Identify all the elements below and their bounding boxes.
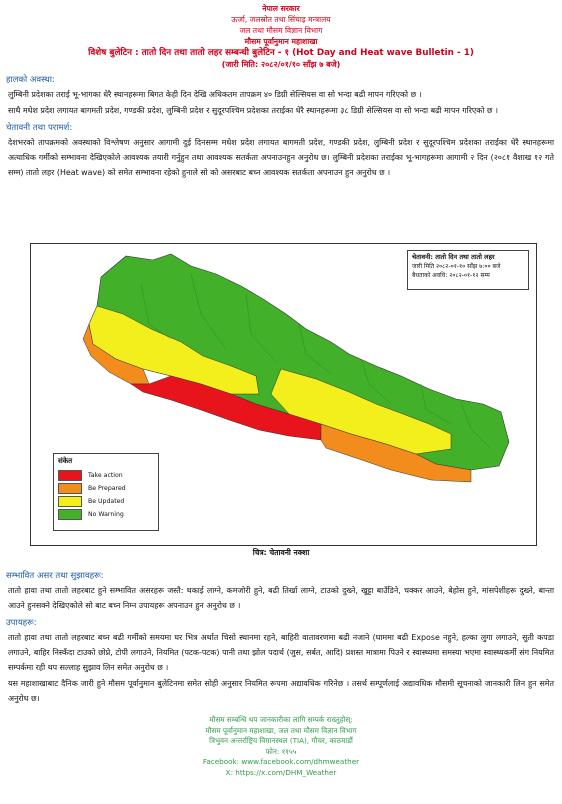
legend-item — [58, 482, 154, 495]
measures-para-1: तातो हावा तथा तातो लहरबाट बच्न बढी गर्मीको समयमा घर भित्र अर्थात चिसो स्थानमा रहने, बाहिरी वातावरणमा बढी नजाने (घाममा बढी Expose नहुने, हल्का लुगा लगाउने, सुती कपडा लगाउने, बाहिर निस्कँदा टाउको छोप्ने, टोपी लगाउने, नियमित (पटक-पटक) पानी तथा झोल पदार्थ (जुस, सर्बत, आदि) प्रशस्त मात्रामा पिउने र स्वास्थ्यमा समस्या भएमा स्वास्थ्यकर्मी संग नियमित सम्पर्कमा रही थप सल्लाह सुझाव लिन समेत अनुरोध छ । — [8, 633, 554, 672]
letterhead — [0, 0, 562, 47]
issue-date: (जारी मिति: २०८२/०१/१० साँझ ७ बजे) — [221, 60, 341, 69]
department-name: जल तथा मौसम विज्ञान विभाग — [239, 26, 323, 35]
footer-facebook-link[interactable]: Facebook: www.facebook.com/dhmweather — [202, 757, 360, 767]
legend-item — [58, 495, 154, 508]
footer-line-3: त्रिभुवन अन्तर्राष्ट्रिय विमानस्थल (TIA), गौचर, काठमाडौं — [209, 736, 353, 746]
current-heading: हालको अवस्था: — [6, 75, 55, 85]
legend-label: Be Prepared — [88, 485, 126, 492]
measures-para-2: यस महाशाखाबाट दैनिक जारी हुने मौसम पूर्वानुमान बुलेटिनमा समेत सोही अनुसार नियमित रूपमा अद्यावधिक गरिनेछ । तसर्थ सम्पूर्णलाई अद्यावधिक मौसमी सूचनाको जानकारी लिन हुन समेत अनुरोध छ। — [8, 679, 554, 703]
legend-item — [58, 469, 154, 482]
footer-line-1: मौसम सम्बन्धि थप जानकारीका लागि सम्पर्क राख्नुहोस्: — [209, 715, 353, 724]
footer-x-link[interactable]: X: https://x.com/DHM_Weather — [225, 767, 337, 777]
map-caption: चित्र: चेतावनी नक्शा — [252, 548, 310, 557]
legend-swatch — [58, 509, 82, 520]
warning-info-box — [407, 250, 529, 290]
current-para-1: लुम्बिनी प्रदेशका तराई भू-भागका धेरै स्थानहरूमा बिगत केही दिन देखि अधिकतम तापक्रम ४० डिग्री सेल्सियस वा सो भन्दा बढी मापन गरिएको छ । — [8, 90, 422, 99]
impacts-para: तातो हावा तथा तातो लहरबाट हुने सम्भावित असरहरू जस्तै: थकाई लाग्ने, कमजोरी हुने, बढी तिर्खा लाग्ने, टाउको दुख्ने, खुट्टा बाउँडिने, चक्कर आउने, बेहोस हुने, मांसपेशीहरू दुख्ने, बान्ता आउने हुनसक्ने देखिएकोले सो बाट बच्न निम्न उपायहरू अपनाउन हुन अनुरोध छ । — [8, 586, 554, 610]
footer-phone: फोन: ११५५ — [265, 746, 297, 756]
legend-swatch — [58, 496, 82, 507]
warning-issued: जारी मिति २०८२-०१-१० साँझ ७:०० बजे — [412, 263, 501, 270]
footer-line-2: मौसम पूर्वानुमान महाशाखा, जल तथा मौसम विज्ञान विभाग — [205, 725, 357, 735]
current-para-2: साथै मधेश प्रदेश लगायत बागमती प्रदेश, गण्डकी प्रदेश, लुम्बिनी प्रदेश र सुदूरपश्चिम प्रदेशका तराईका धेरै स्थानहरूमा ३८ डिग्री सेल्सियस वा सो भन्दा बढी मापन गरिएको छ । — [8, 106, 498, 115]
impacts-heading: सम्भावित असर तथा सुझावहरू: — [6, 571, 104, 581]
contact-footer — [0, 715, 562, 779]
map-legend — [53, 453, 159, 531]
legend-label: Be Updated — [88, 498, 125, 505]
legend-item — [58, 508, 154, 521]
legend-swatch — [58, 470, 82, 481]
gov-name: नेपाल सरकार — [262, 4, 300, 13]
legend-label: Take action — [88, 472, 123, 479]
legend-title: संकेत — [58, 457, 73, 465]
division-name: मौसम पूर्वानुमान महाशाखा — [244, 37, 318, 46]
legend-label: No Warning — [88, 511, 124, 518]
bulletin-title: विशेष बुलेटिन : तातो दिन तथा तातो लहर सम्बन्धी बुलेटिन - १ (Hot Day and Heat wave Bulletin - 1) — [88, 48, 474, 58]
forecast-heading: चेतावनी तथा परामर्श: — [6, 123, 73, 133]
forecast-para: देशभरको तापक्रमको अवस्थाको विश्लेषण अनुसार आगामी दुई दिनसम्म मधेश प्रदेश लगायत बागमती प्रदेश, गण्डकी प्रदेश, लुम्बिनी प्रदेश र सुदूरपश्चिम प्रदेशका तराईका धेरै स्थानहरूमा अत्याधिक गर्मीको सम्भावना देखिएकोले आवश्यक तयारी गर्नुहुन तथा आवश्यक सतर्कता अपनाउनहुन अनुरोध छ। लुम्बिनी प्रदेशका तराईका भू-भागहरूमा आगामी २ दिन (२०८१ वैशाख १२ गते सम्म) तातो लहर (Heat wave) को समेत सम्भावना रहेको हुनाले सो को असरबाट बच्न आवश्यक सतर्कता अपनाउन हुन अनुरोध छ । — [8, 138, 554, 177]
ministry-name: ऊर्जा, जलस्रोत तथा सिंचाइ मन्त्रालय — [231, 15, 331, 24]
warning-title: चेतावनी: तातो दिन तथा तातो लहर — [412, 253, 495, 261]
measures-heading: उपायहरू: — [6, 618, 37, 628]
advice-block — [0, 566, 562, 706]
warning-map-frame — [30, 243, 537, 546]
warning-valid: बैधताको अवधि: २०८२-०१-१२ सम्म — [412, 272, 490, 279]
legend-swatch — [58, 483, 82, 494]
